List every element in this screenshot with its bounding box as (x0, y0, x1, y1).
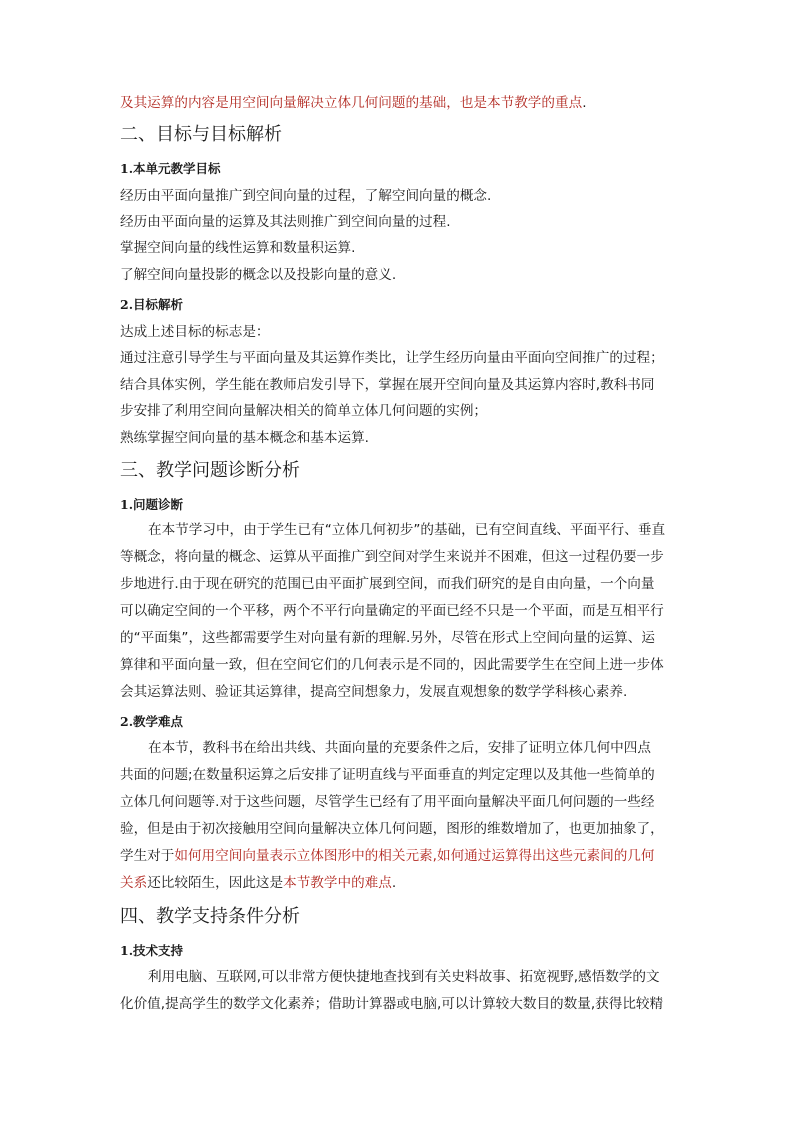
difficulty-5-seg-4: 如何通过运算得出这些元素间的几何 (436, 848, 655, 864)
difficulty-5-seg-3: , (432, 848, 437, 864)
difficulty-line-6 (120, 874, 680, 892)
diagnosis-line: 在本节学习中，由于学生已有“立体几何初步”的基础，已有空间直线、平面平行、垂直 (148, 522, 666, 538)
goal-item: 了解空间向量投影的概念以及投影向量的意义. (120, 267, 397, 283)
section-4-heading: 四、教学支持条件分析 (120, 906, 300, 927)
goal-item: 经历由平面向量推广到空间向量的过程，了解空间向量的概念. (120, 188, 492, 204)
difficulty-line: 共面的问题;在数量积运算之后安排了证明直线与平面垂直的判定定理以及其他一些简单的 (120, 767, 655, 783)
diagnosis-line: 等概念，将向量的概念、运算从平面推广到空间对学生来说并不困难，但这一过程仍要一步 (120, 549, 664, 565)
intro-seg-3: . (582, 95, 587, 111)
intro-seg-2: 用空间向量解决立体几何问题的基础，也是本节教学的重点 (228, 95, 583, 111)
difficulty-6-seg-4: . (391, 875, 397, 891)
diagnosis-line: 会其运算法则、验证其运算律，提高空间想象力，发展直观想象的数学学科核心素养. (120, 684, 628, 700)
tech-support-line: 利用电脑、互联网,可以非常方便快捷地查找到有关史料故事、拓宽视野,感悟数学的文 (148, 969, 660, 985)
section-2-sub-1: 1.本单元教学目标 (120, 161, 221, 176)
analysis-line: 结合具体实例，学生能在教师启发引导下，掌握在展开空间向量及其运算内容时,教科书同 (120, 377, 655, 393)
diagnosis-line: 步地进行.由于现在研究的范围已由平面扩展到空间，而我们研究的是自由向量，一个向量 (120, 576, 655, 592)
section-2-heading: 二、目标与目标解析 (120, 124, 282, 145)
tech-support-line: 化价值,提高学生的数学文化素养；借助计算器或电脑,可以计算较大数目的数量,获得比较精 (120, 996, 664, 1012)
section-3-heading: 三、教学问题诊断分析 (120, 460, 300, 481)
goal-item: 掌握空间向量的线性运算和数量积运算. (120, 240, 356, 256)
section-4-sub-1: 1.技术支持 (120, 943, 184, 958)
section-3-sub-2: 2.教学难点 (120, 714, 184, 729)
intro-seg-1: 及其运算的内容是 (120, 95, 229, 111)
difficulty-6-seg-3: 本节教学中的难点 (283, 875, 392, 891)
analysis-line: 达成上述目标的标志是： (120, 324, 270, 340)
goal-item: 经历由平面向量的运算及其法则推广到空间向量的过程. (120, 214, 451, 230)
diagnosis-line: 算律和平面向量一致，但在空间它们的几何表示是不同的，因此需要学生在空间上进一步体 (120, 657, 664, 673)
difficulty-6-seg-2: 还比较陌生，因此这是 (147, 875, 284, 891)
difficulty-6-seg-1: 关系 (120, 875, 148, 891)
difficulty-line: 立体几何问题等.对于这些问题，尽管学生已经有了用平面向量解决平面几何问题的一些经 (120, 794, 655, 810)
analysis-line: 通过注意引导学生与平面向量及其运算作类比，让学生经历向量由平面向空间推广的过程； (120, 350, 664, 366)
diagnosis-line: 的“平面集”，这些都需要学生对向量有新的理解.另外，尽管在形式上空间向量的运算、运 (120, 630, 655, 646)
diagnosis-line: 可以确定空间的一个平移，两个不平行向量确定的平面已经不只是一个平面，而是互相平行 (120, 603, 664, 619)
difficulty-line-5 (120, 847, 680, 865)
difficulty-5-seg-2: 如何用空间向量表示立体图形中的相关元素 (174, 848, 433, 864)
difficulty-line: 验，但是由于初次接触用空间向量解决立体几何问题，图形的维数增加了，也更加抽象了， (120, 821, 664, 837)
section-2-sub-2: 2.目标解析 (120, 297, 184, 312)
difficulty-5-seg-1: 学生对于 (120, 848, 175, 864)
section-3-sub-1: 1.问题诊断 (120, 497, 184, 512)
analysis-line: 熟练掌握空间向量的基本概念和基本运算. (120, 430, 370, 446)
analysis-line: 步安排了利用空间向量解决相关的简单立体几何问题的实例； (120, 403, 488, 419)
difficulty-line: 在本节，教科书在给出共线、共面向量的充要条件之后，安排了证明立体几何中四点 (148, 740, 651, 756)
intro-line (120, 94, 680, 112)
